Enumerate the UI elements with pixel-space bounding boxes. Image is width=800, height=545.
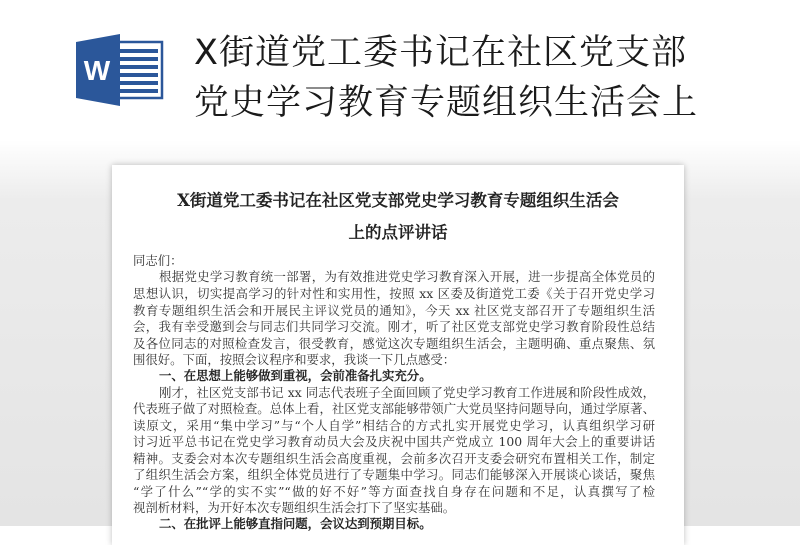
header-title — [194, 28, 698, 128]
document-title-line-2: 上的点评讲话 — [348, 223, 448, 242]
paragraph-line: 代表班子做了对照检查。总体上看，社区党支部能够带领广大党员坚持问题导向，通过学原著、 — [133, 401, 655, 416]
paragraph-line: 视剖析材料，为开好本次专题组织生活会打下了坚实基础。 — [133, 500, 456, 515]
paragraph-line: 刚才，社区党支部书记 xx 同志代表班子全面回顾了党史学习教育工作进展和阶段性成效， — [159, 385, 655, 400]
paragraph-line: 教育专题组织生活会和开展民主评议党员的通知》，今天 xx 社区党支部召开了专题组织生活 — [133, 303, 655, 318]
header-title-line-1: X街道党工委书记在社区党支部 — [194, 33, 687, 73]
section-heading: 二、在批评上能够直指问题，会议达到预期目标。 — [159, 516, 432, 531]
paragraph-line: 围很好。下面，按照会议程序和要求，我谈一下几点感受： — [133, 352, 456, 367]
paragraph-line: 同志们： — [133, 253, 183, 268]
word-document-icon — [76, 32, 166, 108]
paragraph-line: 会，我有幸受邀到会与同志们共同学习交流。刚才，听了社区党支部党史学习教育阶段性总结 — [133, 319, 655, 334]
paragraph-line: “学了什么”“学的实不实”“做的好不好”等方面查找自身存在问题和不足，认真撰写了检 — [133, 484, 655, 499]
paragraph-line: 及各位同志的对照检查发言，很受教育，感觉这次专题组织生活会，主题明确、重点聚焦、氛 — [133, 336, 655, 351]
paragraph-line: 思想认识，切实提高学习的针对性和实用性，按照 xx 区委及街道党工委《关于召开党史学习 — [133, 286, 655, 301]
paragraph-line: 讨习近平总书记在党史学习教育动员大会及庆祝中国共产党成立 100 周年大会上的重要讲话 — [133, 434, 655, 449]
paragraph-line: 根据党史学习教育统一部署，为有效推进党史学习教育深入开展，进一步提高全体党员的 — [159, 269, 655, 284]
document-page — [112, 165, 684, 545]
paragraph-line: 精神。支委会对本次专题组织生活会高度重视，会前多次召开支委会研究布置相关工作，制定 — [133, 451, 655, 466]
section-heading: 一、在思想上能够做到重视，会前准备扎实充分。 — [159, 368, 432, 383]
paragraph-line: 读原文，采用“集中学习”与“个人自学”相结合的方式扎实开展党史学习，认真组织学习研 — [133, 418, 655, 433]
document-title-line-1: X街道党工委书记在社区党支部党史学习教育专题组织生活会 — [177, 191, 619, 210]
svg-text:W: W — [83, 55, 111, 86]
paragraph-line: 了组织生活会方案，组织全体党员进行了专题集中学习。同志们能够深入开展谈心谈话，聚焦 — [133, 467, 655, 482]
header-title-line-2: 党史学习教育专题组织生活会上 — [194, 83, 699, 123]
